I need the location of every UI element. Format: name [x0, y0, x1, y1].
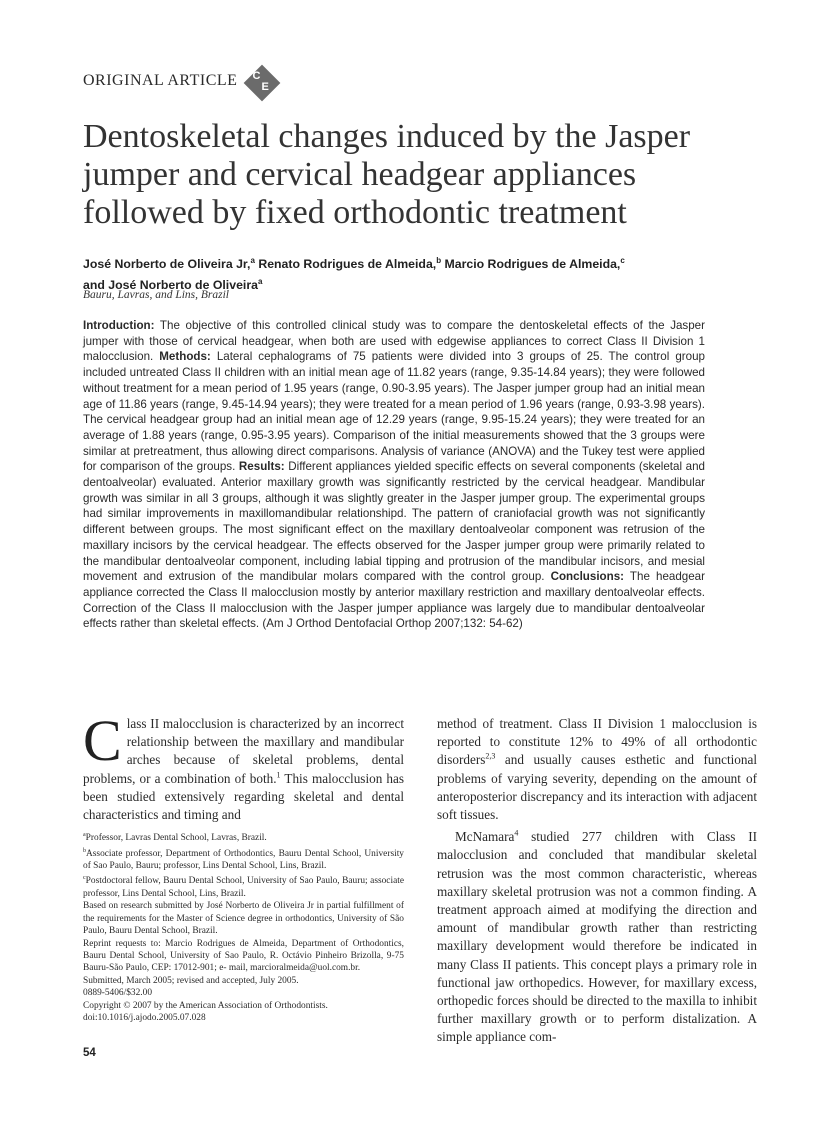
abstract-methods-text: Lateral cephalograms of 75 patients were divided into 3 groups of 25. The control group included untreated Class II children with an initial mean age of 11.82 years (range, 9.35-14.84 years); they were followed without treatment for a mean period of 1.95 years (range, 0.90-3.95 years). The Jasper jumper group had an initial mean age of 11.86 years (range, 9.45-14.94 years); they were treated for a mean period of 1.96 years (range, 0.93-3.98 years). The cervical headgear group had an initial mean age of 12.29 years (range, 9.95-15.24 years); they were treated for an average of 1.88 years (range, 0.95-3.95 years). Comparison of the initial measurements showed that the 3 groups were similar at pretreatment, thus allowing direct comparisons. Analysis of variance (ANOVA) and the Tukey test were applied for comparison of the groups. — [83, 350, 705, 474]
body-column-left — [83, 708, 404, 824]
reference-1: 1 — [276, 770, 281, 780]
body-left-text-1: lass II malocclusion is characterized by an incorrect relationship between the maxillary and mandibular arches because of skeletal problems, dental problems, or a combination of both. — [83, 716, 404, 786]
author-3-sup: c — [620, 256, 625, 265]
ce-badge-c: C — [252, 70, 261, 82]
footnote — [83, 872, 404, 900]
footnote — [83, 938, 404, 975]
paragraph-text: method of treatment. Class II Division 1 malocclusion is reported to constitute 12% to 49% of all orthodontic disorders — [437, 716, 757, 768]
abstract-intro-label: Introduction: — [83, 319, 155, 332]
abstract-intro-text: The objective of this controlled clinical study was to compare the dentoskeletal effects of the Jasper jumper with those of cervical headgear, when both are used with edgewise appliances to correct Class II Division 1 malocclusion. — [83, 319, 705, 364]
paragraph-text: and usually causes esthetic and functional problems of varying severity, depending on the amount of anteroposterior discrepancy and its interaction with adjacent soft tissues. — [437, 752, 757, 823]
abstract-conclusions-text: The headgear appliance corrected the Class II malocclusion mostly by anterior maxillary restriction and maxillary dentoalveolar effects. Correction of the Class II malocclusion with the Jasper jumper appliance was largely due to mandibular dentoalveolar effects rather than skeletal effects. (Am J Orthod Dentofacial Orthop 2007;132: 54-62) — [83, 570, 705, 631]
reference-4: 4 — [514, 828, 519, 838]
author-affiliation: Bauru, Lavras, and Lins, Brazil — [83, 289, 230, 301]
footnote-marker: a — [83, 832, 86, 838]
body-right-paragraph-2 — [437, 828, 757, 1046]
footnote — [83, 987, 404, 999]
footnote-text: Copyright © 2007 by the American Association of Orthodontists. — [83, 1000, 328, 1011]
body-right-paragraph-1 — [437, 715, 757, 824]
author-list — [83, 252, 723, 294]
page-number: 54 — [83, 1047, 96, 1059]
footnote-marker: b — [83, 847, 86, 854]
footnote-text: 0889-5406/$32.00 — [83, 988, 153, 999]
ce-badge-e: E — [261, 81, 269, 93]
footnote-marker: c — [83, 875, 86, 882]
paragraph-text: McNamara — [455, 829, 515, 845]
author-3: Marcio Rodrigues de Almeida, — [441, 257, 621, 272]
footnote — [83, 829, 404, 845]
footnote-text: Submitted, March 2005; revised and accepted, July 2005. — [83, 975, 299, 986]
footnote-text: Professor, Lavras Dental School, Lavras, Brazil. — [85, 833, 267, 844]
footnotes — [83, 829, 404, 1024]
drop-cap: C — [83, 708, 122, 773]
footnote-text: Postdoctoral fellow, Bauru Dental School, University of Sao Paulo, Bauru; associate professor, Lins Dental School, Lins, Brazil. — [83, 876, 404, 899]
footnote — [83, 900, 404, 937]
abstract-results-text: Different appliances yielded specific effects on several components (skeletal and dentoalveolar) evaluated. Anterior maxillary growth was significantly restricted by the cervical headgear. Mandibular growth was similar in all 3 groups, although it was slightly greater in the Jasper jumper group. The experimental groups had similar improvements in maxillomandibular relationshipd. The pattern of craniofacial growth was not significantly different between groups. The most significant effect on the maxillary dentoalveolar component was retrusion of the maxillary incisors by the cervical headgear. The effects observed for the Jasper jumper group were primarily related to the mandibular dentoalveolar component, including labial tipping and protrusion of the mandibular incisors, and mesial movement and extrusion of the mandibular molars compared with the control group. — [83, 460, 705, 584]
abstract-conclusions-label: Conclusions: — [550, 570, 625, 584]
author-4: and José Norberto de Oliveira — [83, 278, 258, 293]
abstract-results-label: Results: — [238, 460, 285, 474]
footnote — [83, 975, 404, 987]
footnote-text: Associate professor, Department of Orthodontics, Bauru Dental School, University of Sao Paulo, Bauru; professor, Lins Dental School, Lins, Brazil. — [83, 848, 404, 872]
footnote-text: Reprint requests to: Marcio Rodrigues de Almeida, Department of Orthodontics, Bauru Dental School, University of Sao Paulo, R. Octávio Pinheiro Brizolla, 9-75 Bauru-São Paulo, CEP: 17012-901; e- mail, marcioralmeida@uol.com.br. — [83, 938, 404, 974]
author-2: Renato Rodrigues de Almeida, — [254, 257, 437, 272]
footnote — [83, 845, 404, 873]
body-column-right — [437, 715, 757, 1047]
author-4-sup: a — [257, 277, 263, 287]
author-1: José Norberto de Oliveira Jr, — [83, 257, 251, 272]
article-header — [83, 60, 281, 102]
ce-badge-icon — [243, 64, 281, 102]
article-title: Dentoskeletal changes induced by the Jasper jumper and cervical headgear appliances followed by fixed orthodontic treatment — [83, 118, 691, 231]
body-left-text-2: This malocclusion has been studied extensively regarding skeletal and dental characteristics and timing and — [83, 770, 404, 823]
footnote — [83, 1012, 404, 1024]
footnote — [83, 1000, 404, 1012]
author-2-sup: b — [436, 256, 442, 265]
author-1-sup: a — [250, 256, 255, 265]
paragraph-text: studied 277 children with Class II malocclusion and concluded that mandibular skeletal retrusion was the most common characteristic, whereas maxillary skeletal protrusion was not a common finding. A treatment approach aimed at modifying the direction and amount of mandibular growth rather than restricting maxillary development would therefore be indicated in many Class II patients. This concept plays a primary role in functional jaw orthopedics. However, for maxillary excess, orthopedic forces should be directed to the maxilla to inhibit further maxillary growth or to perform distalization. A simple appliance com- — [437, 829, 757, 1045]
footnote-text: doi:10.1016/j.ajodo.2005.07.028 — [83, 1013, 206, 1024]
article-type-label: ORIGINAL ARTICLE — [83, 72, 238, 89]
reference-2-3: 2,3 — [485, 752, 496, 762]
abstract-methods-label: Methods: — [159, 350, 211, 364]
abstract — [83, 318, 705, 632]
footnote-text: Based on research submitted by José Norberto de Oliveira Jr in partial fulfillment of the requirements for the Master of Science degree in orthodontics, University of São Paulo, Bauru Dental School, Brazil. — [83, 901, 404, 937]
